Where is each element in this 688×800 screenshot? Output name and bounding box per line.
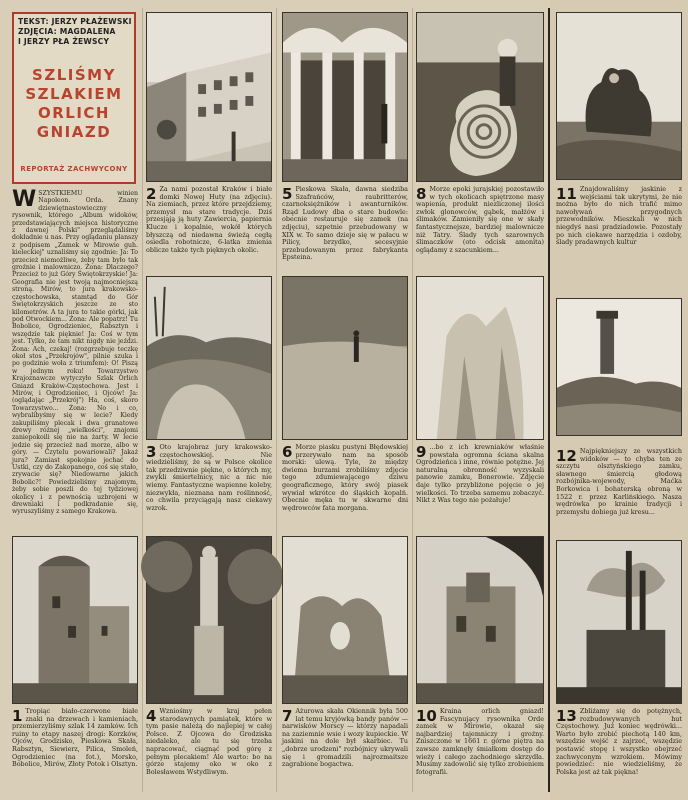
photo-okiennik [282, 536, 408, 704]
intro-body: SZYSTKIEMU winien Napoleon. Orda. Znany dziewiętnastowieczny rysownik, którego „Album widoków, przedstawiających miejsca historyczne z dawnej Polski" przeglądaliśmy dokładnie u nas. Przy oglądaniu planszy z podpisem „Zamek w Mirowie guh. kieleckiej" uznaliśmy się zgodnie: Ja: To przecież niemożliwe, żeby tam było tak groźnie i malowniczo. Żona: Dlaczego? Przecież to już Góry Świętokrzyskie! Ja: Geografia nie jest twoją najmocniejszą stroną. Mirów, to jura krakowsko-częstochowska, stamtąd do Gór Świętokrzyskich jeszcze ze sto kilometrów. A ta jura to takie górki, jak pod Otwockiem... Żona: Ale popatrz! Tu Bobolice, Ogrodzieniec, Rabsztyn i wszędzie tak pięknie! Ja: Coś w tym jest. Tylko, że tam nikt nigdy nie jeździ. Żona: Ach, czekaj! (rozgrzebuje teczkę okoł stos „Przekrojów", pilnie szuka i po godzinie woła z triumfem): O! Piszą w jednym roku! Towarzystwo Krajoznawcze wytyczyło Szlak Orlich Gniazd Kraków-Częstochowa. Jest i Mirów, i Ogrodzieniec, i Ojców! Ja: (oglądając „Przekrój") Ha, coś, skoro Towarzystwo... Żona: No i co, wybralibyśmy się w lecie? Kiedy zakupiliśmy plecak i dwa granatowe drewy różnej „wielkości", znajomi zaniepokoili się nie na żarty. W lecie jedzie się przecież nad morze, albo w góry. — Czytelu powariowali? Jakaż jura? Zamiast spokojnie jechać do Ustki, czy do Zakopanego, coś się stało, zrywacie się? Niedowarne jakich Bobolic?! Powiedzieliśmy znajomym, żeby sobie poszli do tej tydziowej okolicy i z pewnością uzbrojeni w drewniaki i podkradanie się, wyruszyliśmy z samego Krakowa. [12, 190, 138, 516]
caption-text: Oto krajobraz jury krakowsko-częstochowskiej. Nie wiedzieliśmy, że są w Polsce okolice tak przedziwnie piękne, o których my, zwykli śmiertelnicy, nic a nic nie wiemy. Fantastyczne wapienne koleby, niezwykła, nieznana nam roślinność, co chwila przyciągają nasz ciekawy wzrok. [146, 443, 272, 512]
caption-4 [146, 708, 272, 792]
column-rule [276, 8, 277, 792]
caption-number: 2 [146, 185, 157, 203]
caption-number: 10 [416, 707, 437, 725]
caption-text: Morze piasku pustyni Błędowskiej przerywało nam na sposób morski: ulewą. Tyle, że między dwiema burzami zrobiliśmy zdjęcie tego zdumiewającego dziwu geograficznego, który swój piasek wywiał wkrótce do śląskich kopalń. Obecnie męka tu w skwarne dni wędrowców fata morgana. [282, 443, 408, 512]
caption-11 [556, 186, 682, 276]
title-line: SZLAKIEM [25, 85, 123, 103]
caption-9 [416, 444, 544, 530]
caption-number: 7 [282, 707, 293, 725]
caption-text: Zbliżamy się do potężnych, rozbudowywanych hut Częstochowy. Już koniec wędrówki... Warto było zrobić piechotą 140 km, wszędzie wejść z zajrzeć, wszędzie postawić stopę i wszystko obejrzeć zachwyconym wzrokiem. Mówimy powiedzieć: nie wiedzieliśmy, że Polska jest aż tak piękna! [556, 707, 682, 776]
caption-6 [282, 444, 408, 530]
caption-1 [12, 708, 138, 792]
intro-text [12, 187, 138, 516]
title-line: ORLICH [37, 104, 110, 122]
title-box [12, 12, 136, 184]
photo-bledow-desert [282, 276, 408, 440]
column-rule [142, 8, 143, 792]
caption-number: 5 [282, 185, 293, 203]
caption-text: Morze epoki jurajskiej pozostawiło w tych okolicach spiętrzone masy wapienia, produkt niezliczonej ilości zwłok glonowców, gąbek, małżów i ślimaków. Zamieniły się one w skały fantastycznejsze, bardziej malownicze niż Tatry. Ślady tych szarownych ślimaczków (oto odcisk amonita) oglądamy z szacunkiem... [416, 185, 544, 254]
drop-cap: W [12, 187, 37, 212]
title-line: GNIAZD [36, 123, 112, 141]
title-line: SZLIŚMY [32, 66, 116, 84]
caption-text: Kraina orlich gniazd! Fascynujący rysownika Orde zamek w Mirowie, okazał się najbardziej tajemniczy i groźny. Zniszczone w 1661 r. górne piętra na zawsze zamknęły śmiałkom dostęp do wieży i całego zachodniego skrzydła. Musimy zadowolić się tylko zrobieniem fotografii. [416, 707, 544, 776]
caption-number: 9 [416, 443, 427, 461]
caption-2 [146, 186, 272, 272]
caption-text: Za nami pozostał Kraków i białe domki Nowej Huty (na zdjęciu). Na ziemiach, przez które przejdziemy, przemysł ma stare tradycje. Dziś przesjąją ją huty Zawiercia, papiernia Klucze i kopalnie, wokół których błyszczą od niedawna świeżą cegłą osiedla robotnicze, 6-latka zmienia oblicze także tych pięknych okolic. [146, 185, 272, 254]
caption-10 [416, 708, 544, 792]
photo-rock-wall [416, 276, 544, 440]
photo-czestochowa-steelworks [556, 540, 682, 704]
photo-ogrodzieniec [12, 536, 138, 704]
caption-text: Najpiękniejszy ze wszystkich widoków — to chyba ten ze szczytu olsztyńskiego zamku, sławnego śmiercią głodową rozbójnika-wojewody, Maćka Borkowica i bohaterską obroną w 1522 r. przez Karlińskiego. Nasza wędrówka po krainie tradycji i przemysłu dobiega już kresu... [556, 447, 682, 516]
column-rule [412, 8, 413, 792]
photo-jura-landscape [146, 276, 272, 440]
article-title [14, 66, 134, 142]
caption-text: Wzniośmy w kraj pełen starodawnych pamiątek, które w tym pasie należą do najlepiej w całej Polsce. Z Ojcowa do Grodziska niedaleko, ale tu się trzeba napracować, ciągnąć pod górę z pełnym plecakiem! Ale warto: bo na górze stajemy oko w oko z Bolesławem Wstydliwym. [146, 707, 272, 776]
credits [18, 17, 130, 47]
caption-text: Znajdowaliśmy jaskinie z wejściami tak ukrytymi, że nie można było do nich trafić mimo nawoływań przygodnych przewodników. Mieszkali w nich niegdyś nasi pradziadowie. Pozostały po nich ciekawe narzędzia i ozdoby, ślady pradawnych kultur [556, 185, 682, 247]
photo-pieskowa-skala [282, 12, 408, 182]
caption-number: 13 [556, 707, 577, 725]
caption-5 [282, 186, 408, 272]
caption-12 [556, 448, 682, 538]
photo-olsztyn-castle [556, 298, 682, 436]
caption-text: Tropiąc biało-czerwone białe znaki na drzewach i kamieniach, przemierzyliśmy szlak 14 zamków. Ich ruiny to etapy naszej drogi: Korzków, Ojców, Grodzisko, Pieskowa Skała, Rabsztyn, Siewierz, Pilica, Smoleń, Ogrodzieniec (na fot.), Morsko, Bobolice, Mirów, Złoty Potok i Olsztyn. [12, 707, 138, 769]
caption-3 [146, 444, 272, 530]
photo-nowa-huta [146, 12, 272, 182]
caption-text: ...bo z ich krewniaków właśnie powstała ogromna ściana skalna Ogrodzieńca i inne, równie potężne. Jej naturalną obronność wyzyskali panowie zamku, Bonerowie. Zdjęcie daje tylko przybliżone pojęcie o jej wielkości. To trzeba samemu zobaczyć. Nikt z Was tego nie pożałuje! [416, 443, 544, 505]
caption-number: 1 [12, 707, 23, 725]
caption-text: Pieskowa Skała, dawna siedziba Szafrańców, raubritterów, czarnoksiężników i awanturników. Rząd Ludowy dba o stare budowle: obecnie restauruje się zamek (na zdjęciu), szpetnie przebudowany w XIX w. To samo dzieje się w pałacu w Pilicy, brzydko, secesyjnie przebudowanym przez fabrykanta Epsteina. [282, 185, 408, 262]
article-kicker: REPORTAŻ ZACHWYCONY [20, 165, 128, 173]
credit-line: I JERZY PŁA ŻEWSCY [18, 37, 110, 46]
credit-line: TEKST: JERZY PŁAŻEWSKI [18, 17, 132, 26]
caption-7 [282, 708, 408, 792]
caption-13 [556, 708, 682, 792]
caption-number: 12 [556, 447, 577, 465]
caption-8 [416, 186, 544, 272]
photo-grodzisko-statue [146, 536, 272, 704]
caption-number: 3 [146, 443, 157, 461]
caption-text: Ażurowa skała Okiennik była 500 lat temu kryjówką bandy panów — narwisków Morscy — którzy napadali na zaziemnie wsie i wozy kupieckie. W jaskini na dole był skarbiec. Tu „dobrze urodzeni" rozbójnicy ukrywali się i gromadzili najrozmaitsze zagrabione bogactwa. [282, 707, 408, 769]
caption-number: 11 [556, 185, 577, 203]
caption-number: 4 [146, 707, 157, 725]
credit-line: ZDJĘCIA: MAGDALENA [18, 27, 116, 36]
photo-mirow-castle [416, 536, 544, 704]
photo-cave-rocks [556, 12, 682, 180]
caption-number: 6 [282, 443, 293, 461]
caption-number: 8 [416, 185, 427, 203]
photo-ammonite [416, 12, 544, 182]
